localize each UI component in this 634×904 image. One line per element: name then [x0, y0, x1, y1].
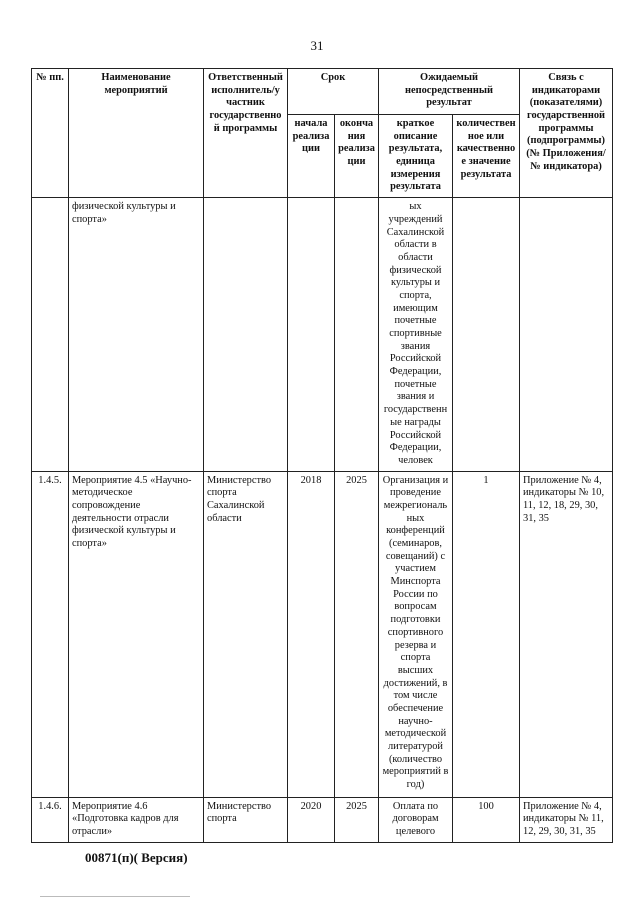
- cell-responsible: Министерство спорта: [204, 797, 288, 842]
- cell-short: Оплата по договорам целевого: [379, 797, 453, 842]
- cell-value: [453, 198, 520, 471]
- table-row: [32, 471, 613, 797]
- header-term: Срок: [288, 69, 379, 115]
- cell-end: 2025: [335, 797, 379, 842]
- cell-start: 2020: [288, 797, 335, 842]
- cell-end: 2025: [335, 471, 379, 797]
- header-name: Наименование мероприятий: [69, 69, 204, 198]
- cell-link: [520, 198, 613, 471]
- cell-num: [32, 198, 69, 471]
- measures-table: [31, 68, 613, 843]
- cell-responsible: Министерство спорта Сахалинской области: [204, 471, 288, 797]
- header-responsible: Ответственный исполнитель/у частник государственно й программы: [204, 69, 288, 198]
- cell-link: Приложение № 4, индикаторы № 11, 12, 29, 30, 31, 35: [520, 797, 613, 842]
- cell-num: 1.4.5.: [32, 471, 69, 797]
- cell-responsible: [204, 198, 288, 471]
- table-row: [32, 797, 613, 842]
- header-expected-short: краткое описание результата, единица измерения результата: [379, 115, 453, 198]
- cell-short: ых учреждений Сахалинской области в области физической культуры и спорта, имеющим почетные спортивные звания Российской Федерации, почетные звания и государственн ые награды Российской Федерации, человек: [379, 198, 453, 471]
- cell-start: [288, 198, 335, 471]
- cell-name: Мероприятие 4.5 «Научно-методическое сопровождение деятельности отрасли физической культуры и спорта»: [69, 471, 204, 797]
- document-code: 00871(п)( Версия): [85, 850, 188, 865]
- header-term-start: начала реализа ции: [288, 115, 335, 198]
- cell-name: Мероприятие 4.6 «Подготовка кадров для отрасли»: [69, 797, 204, 842]
- cell-short: Организация и проведение межрегиональ ных конференций (семинаров, совещаний) с участием Минспорта России по вопросам подготовки спортивного резерва и спорта высших достижений, в том числе обеспечение научно-методической литературой (количество мероприятий в год): [379, 471, 453, 797]
- cell-start: 2018: [288, 471, 335, 797]
- header-expected: Ожидаемый непосредственный результат: [379, 69, 520, 115]
- cell-link: Приложение № 4, индикаторы № 10, 11, 12, 18, 29, 30, 31, 35: [520, 471, 613, 797]
- header-row: [32, 69, 613, 115]
- cell-num: 1.4.6.: [32, 797, 69, 842]
- cell-end: [335, 198, 379, 471]
- cell-value: 100: [453, 797, 520, 842]
- header-term-end: оконча ния реализа ции: [335, 115, 379, 198]
- page-number: 31: [310, 38, 324, 53]
- cell-name: физической культуры и спорта»: [69, 198, 204, 471]
- cell-value: 1: [453, 471, 520, 797]
- header-num: № пп.: [32, 69, 69, 198]
- header-link: Связь с индикаторами (показателями) государственной программы (подпрограммы) (№ Приложения/№ индикатора): [520, 69, 613, 198]
- table-row: [32, 198, 613, 471]
- footer-divider: [40, 896, 190, 897]
- header-expected-value: количествен ное или качественно е значение результата: [453, 115, 520, 198]
